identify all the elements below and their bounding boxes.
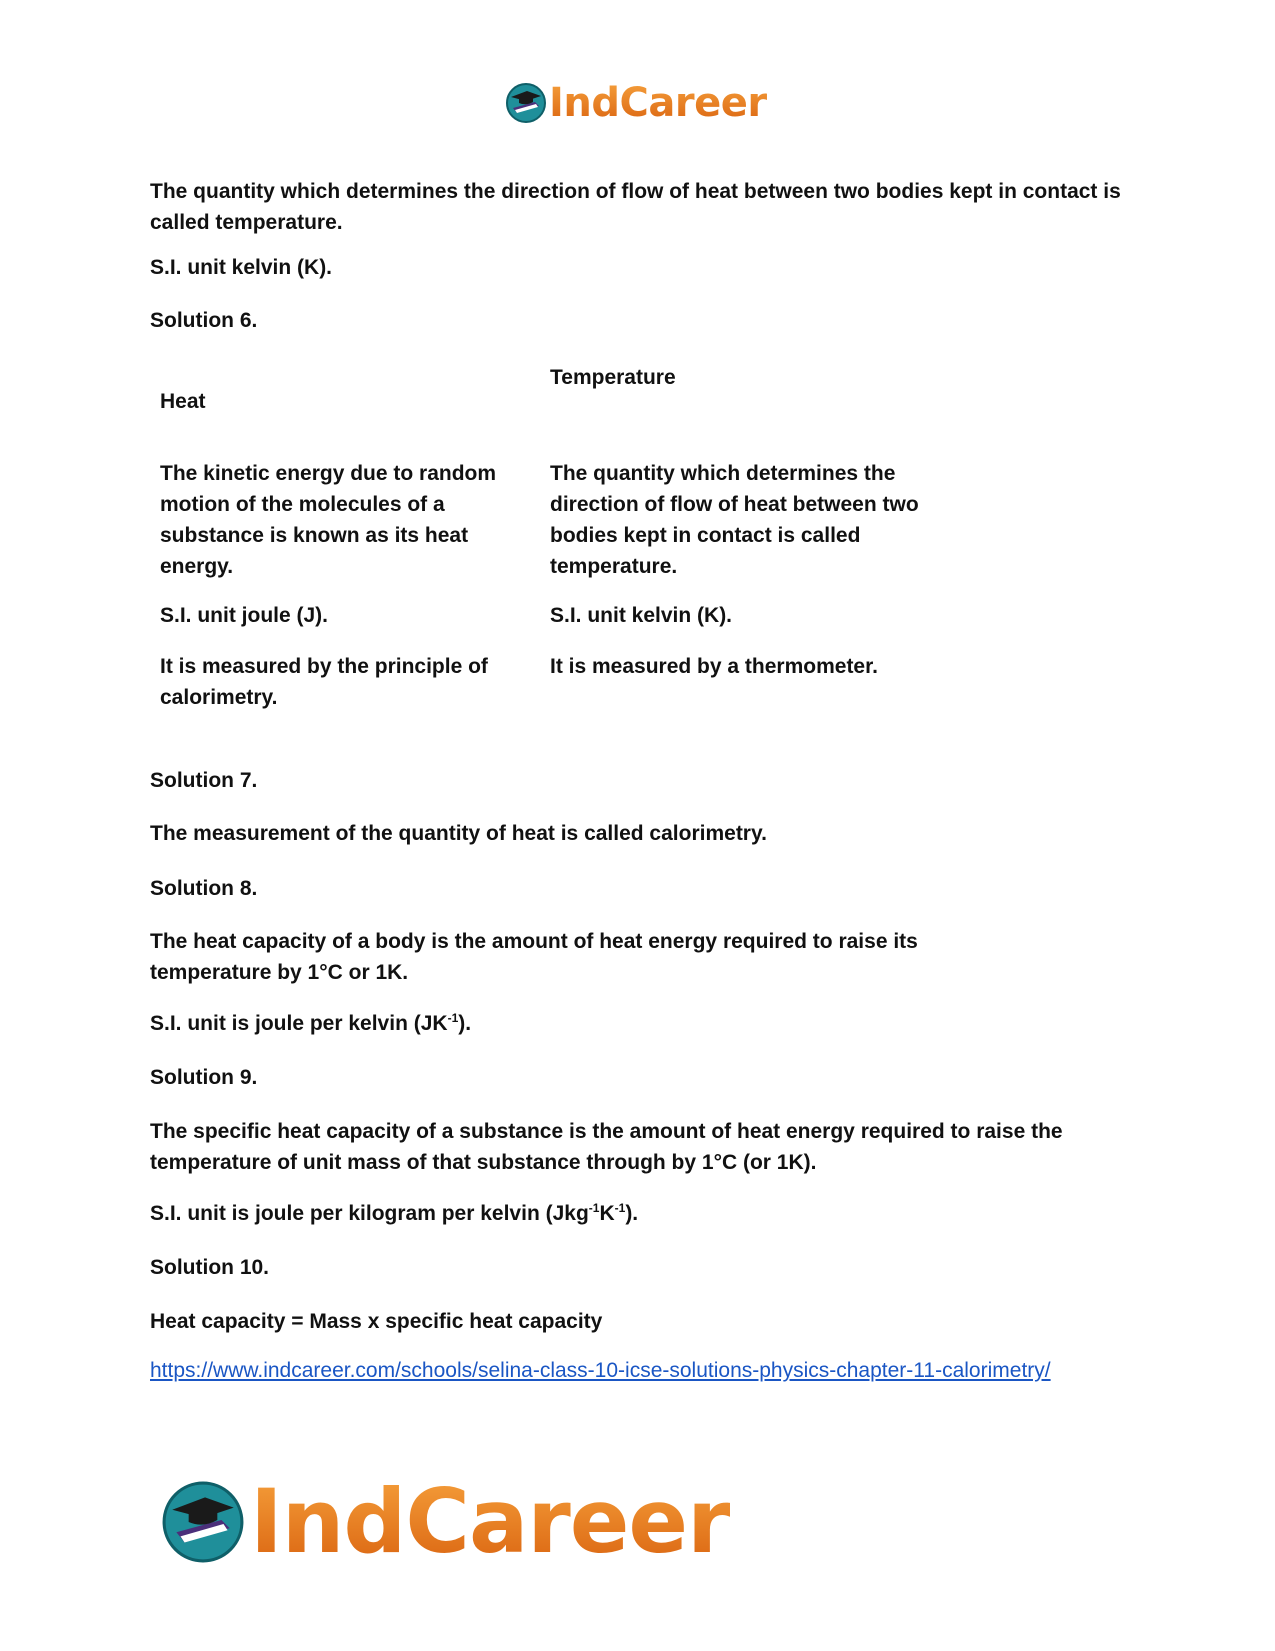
temperature-definition: The quantity which determines the direction of flow of heat between two bodies kept in contact is called temperature. <box>150 180 1121 234</box>
table-cell: S.I. unit kelvin (K). <box>550 604 733 627</box>
solution-6-heading: Solution 6. <box>150 309 258 332</box>
calorimetry-definition: The measurement of the quantity of heat is called calorimetry. <box>150 822 767 845</box>
solution-10-heading: Solution 10. <box>150 1256 270 1279</box>
indcareer-logo-bottom <box>160 1470 730 1573</box>
specific-heat-unit: S.I. unit is joule per kilogram per kelvin $(Jkg^{-1}K^{-1})$. <box>150 1201 639 1225</box>
header-temperature: Temperature <box>550 366 676 389</box>
logo-wordmark: IndCareer <box>250 1470 730 1573</box>
heat-capacity-unit: S.I. unit is joule per kelvin $(JK^{-1})$. <box>150 1011 472 1035</box>
graduation-cap-book-icon <box>160 1479 246 1565</box>
table-cell: It is measured by the principle of calorimetry. <box>160 655 488 709</box>
table-row <box>150 436 970 582</box>
specific-heat-definition: The specific heat capacity of a substance is the amount of heat energy required to raise the temperature of unit mass of that substance through by 1°C (or 1K). <box>150 1120 1063 1174</box>
table-row <box>150 631 970 713</box>
indcareer-logo-top <box>505 80 767 126</box>
temperature-unit: S.I. unit kelvin (K). <box>150 256 333 279</box>
heat-vs-temperature-table <box>150 362 970 713</box>
table-cell: S.I. unit joule (J). <box>160 604 328 627</box>
table-cell: The quantity which determines the direction of flow of heat between two bodies kept in contact is called temperature. <box>550 462 919 578</box>
solution-7-heading: Solution 7. <box>150 769 258 792</box>
source-link[interactable]: https://www.indcareer.com/schools/selina-class-10-icse-solutions-physics-chapter-11-calorimetry/ <box>150 1359 1051 1382</box>
table-row <box>150 582 970 631</box>
table-cell: The kinetic energy due to random motion of the molecules of a substance is known as its heat energy. <box>160 462 497 578</box>
solution-8-heading: Solution 8. <box>150 877 258 900</box>
graduation-cap-book-icon <box>505 82 547 124</box>
logo-wordmark: IndCareer <box>549 80 767 126</box>
solution-9-heading: Solution 9. <box>150 1066 258 1089</box>
table-cell: It is measured by a thermometer. <box>550 655 878 678</box>
table-header-row <box>150 362 970 436</box>
header-heat: Heat <box>160 390 206 413</box>
heat-capacity-formula: Heat capacity = Mass x specific heat capacity <box>150 1310 603 1333</box>
heat-capacity-definition: The heat capacity of a body is the amount of heat energy required to raise its temperature by 1°C or 1K. <box>150 930 918 984</box>
